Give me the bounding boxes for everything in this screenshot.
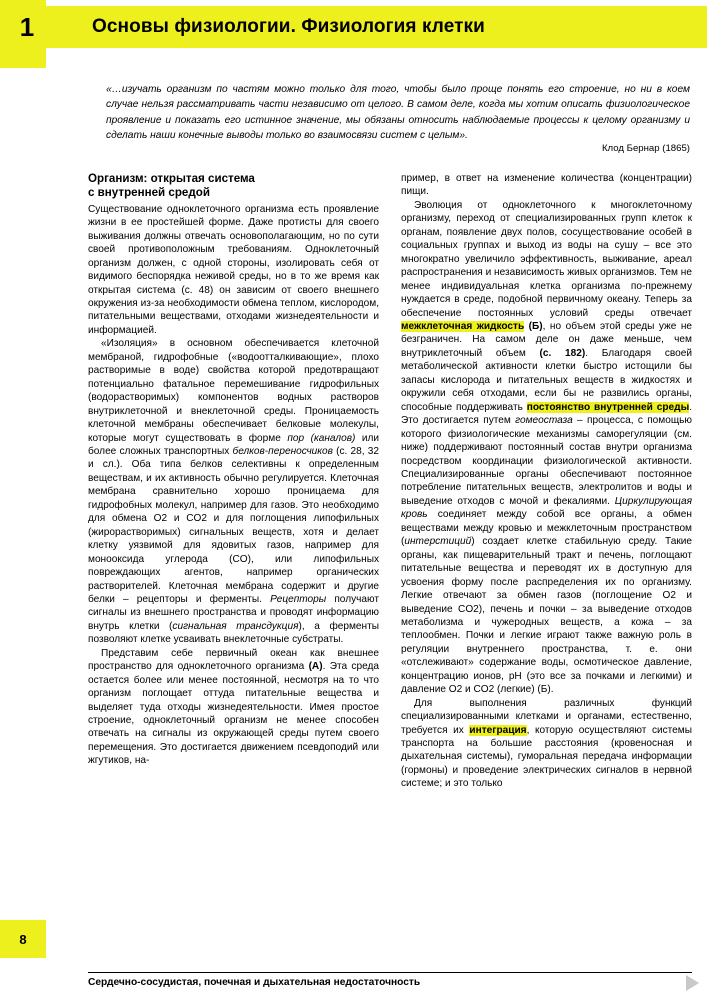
footer-divider bbox=[88, 972, 692, 973]
left-column bbox=[88, 172, 379, 962]
spine-bottom bbox=[0, 958, 46, 1000]
body-columns bbox=[88, 172, 692, 962]
paragraph: Представим себе первичный океан как внешнее пространство для одноклеточного организма (A). Эта среда остается более или менее постоянной, несмотря на то что организм поглощает оттуда питательные вещества и выделяет туда отходы жизнедеятельности. Имея простое строение, одноклеточный организм не менее способен отвечать на сигналы из окружающей среды путем своего перемещения. Это достигается движением псевдоподий или жгутиков, на- bbox=[88, 647, 379, 767]
paragraph: «Изоляция» в основном обеспечивается клеточной мембраной, гидрофобные («водоотталкивающие», плохо растворимые в воде) свойства которой предотвращают потенциально фатальное перемешивание гидрофильных (водорастворимых) компонентов водных растворов внутриклеточной и внеклеточной среды. Проницаемость клеточной мембраны обеспечивает белковые молекулы, которые могут существовать в форме пор (каналов) или более сложных транспортных белков-переносчиков (с. 28, 32 и сл.). Оба типа белков селективны к определенным веществам, и их активность обычно регулируется. Клеточная мембрана сравнительно хорошо проницаема для гидрофобных молекул, например для газов. Это необходимо для обмена O2 и CO2 и для поглощения липофильных (жирорастворимых) сигнальных веществ, хотя и делает клетку уязвимой для ядовитых газов, например для монооксида углерода (CO), или липофильных повреждающих агентов, например органических растворителей. Клеточная мембрана содержит и другие белки – рецепторы и ферменты. Рецепторы получают сигналы из внешнего пространства и проводят информацию внутрь клетки (сигнальная трансдукция), а ферменты позволяют клетке усваивать внеклеточные субстраты. bbox=[88, 338, 380, 646]
right-column bbox=[401, 172, 692, 962]
chapter-title: Основы физиологии. Физиология клетки bbox=[92, 16, 485, 37]
section-heading bbox=[88, 172, 379, 201]
epigraph-text: «…изучать организм по частям можно только для того, чтобы было проще понять его строение, но ни в коем случае нельзя рассматривать части независимо от целого. В самом деле, когда мы хотим описать физиологическое проявление и показать его истинное значение, мы обязаны относить наблюдаемые процессы к целому организму и сделать наши конечные выводы только во взаимосвязи систем с целым». bbox=[106, 84, 690, 142]
paragraph: пример, в ответ на изменение количества (концентрации) пищи. bbox=[401, 173, 692, 198]
section-heading-line2: с внутренней средой bbox=[88, 186, 210, 200]
paragraph: Эволюция от одноклеточного к многоклеточному организму, переход от специализированных групп клеток к органам, появление двух полов, сосуществование особей в социальных группах и выход из воды на сушу – все это многократно увеличило эффективность, выживание, ареал распространения и независимость живых организмов. Тем не менее индивидуальная клетка организма по-прежнему нуждается в среде, подобной первичному океану. Теперь за обеспечение постоянных условий среды отвечает межклеточная жидкость (Б), но объем этой среды уже не безграничен. На самом деле он даже меньше, чем внутриклеточный объем (с. 182). Благодаря своей метаболической активности клетки быстро истощили бы запасы кислорода и питательных веществ в жидкостях и окружили себя отходами, если бы не развились органы, способные поддерживать постоянство внутренней среды. Это достигается путем гомеостаза – процесса, с помощью которого физиологические механизмы саморегуляции (см. ниже) поддерживают постоянный состав внутри организма посредством координации физиологической активности. Специализированные органы обеспечивают постоянное потребление питательных веществ, электролитов и воды и выведение отходов с мочой и фекалиями. Циркулирующая кровь соединяет между собой все органы, а обмен веществами между кровью и межклеточным пространством (интерстиций) создает клетке стабильную среду. Такие органы, как пищеварительный тракт и печень, поглощают питательные вещества и переводят их в доступную для усвоения форму после распределения их по организму. Легкие отвечают за обмен газов (поглощение O2 и выведение CO2), печень и почки – за выведение отходов метаболизма и чужеродных веществ, а кожа – за теплообмен. Почки и легкие играют также важную роль в регуляции внутреннего пространства, т. е. они «отслеживают» содержание воды, осмотическое давление, концентрацию ионов, pH (это все за почками и легкими) и давление O2 и CO2 (легкие) (Б). bbox=[401, 199, 693, 696]
paragraph: Существование одноклеточного организма есть проявление жизни в ее простейшей форме. Даже протисты для своего выживания должны отвечать основополагающим, но по сути своей противоположным требованиям. Одноклеточный организм должен, с одной стороны, изолировать себя от видимого беспорядка неживой среды, но в то же время как открытая система (с. 48) он зависим от своего внешнего окружения из-за необходимости обмена теплом, кислородом, питательными веществами, отходами жизнедеятельности и информацией. bbox=[88, 203, 379, 336]
next-page-arrow-icon bbox=[686, 975, 699, 991]
chapter-number: 1 bbox=[8, 6, 46, 48]
epigraph-source: Клод Бернар (1865) bbox=[601, 143, 690, 154]
paragraph: Для выполнения различных функций специализированными клетками и органами, естественно, требуется их интеграция, которую осуществляют системы транспорта на большие расстояния (кровеносная и дыхательная системы), гуморальная передача информации (гормоны) и проведение электрических сигналов в нервной системе; и это только bbox=[401, 697, 692, 790]
footer-title: Сердечно-сосудистая, почечная и дыхательная недостаточность bbox=[88, 977, 421, 988]
spine-white-block bbox=[0, 68, 46, 920]
chapter-header-band bbox=[46, 6, 707, 48]
section-heading-line1: Организм: открытая система bbox=[88, 172, 255, 185]
page-number: 8 bbox=[0, 920, 46, 958]
